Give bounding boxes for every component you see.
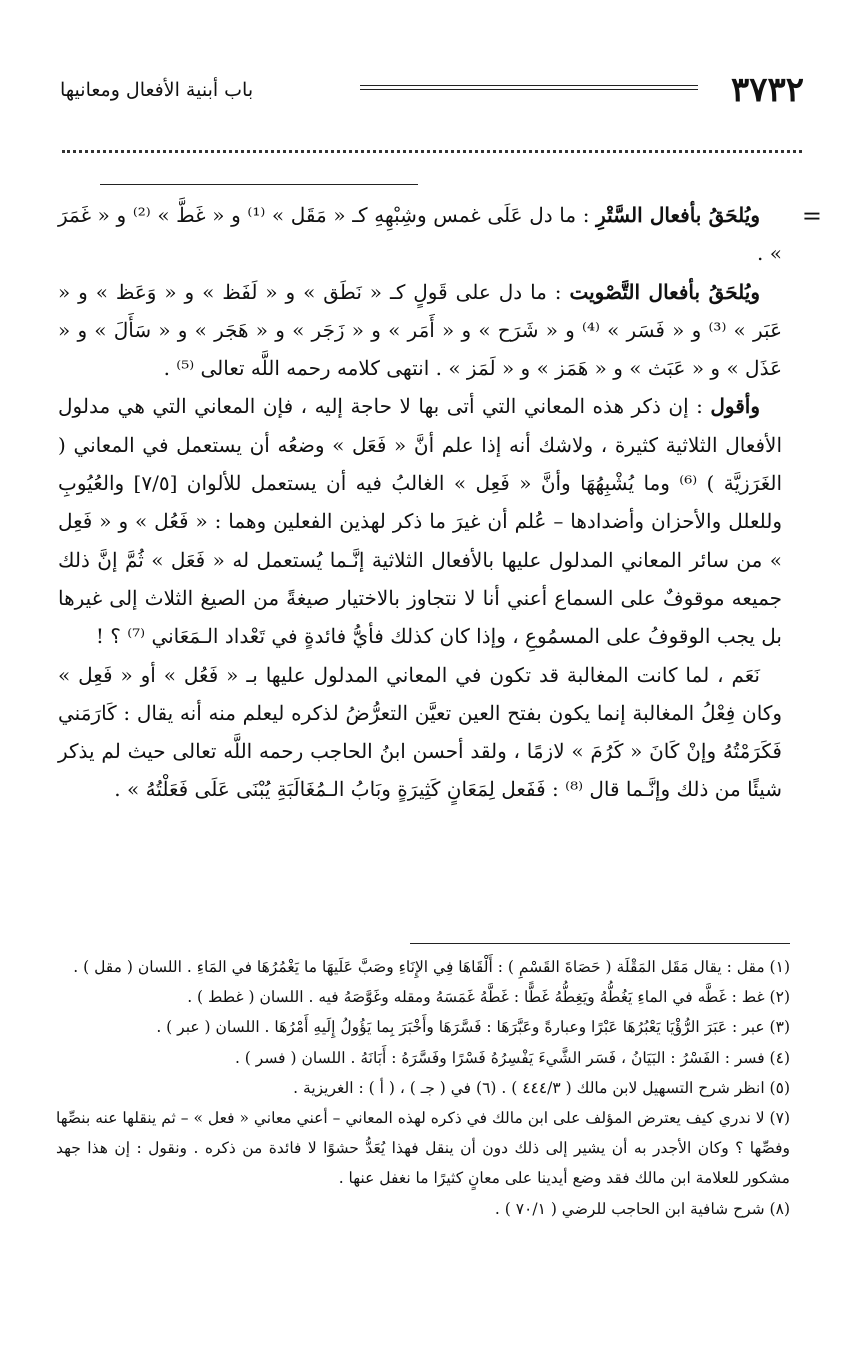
paragraph	[58, 273, 782, 388]
paragraph-lead: ويُلحَقُ بأفعال السَّتْرِ	[596, 203, 761, 227]
footnote: (٣) عبر : عَبَرَ الرُّؤْيَا يَعْبُرُهَا عَبْرًا وعبارةً وعَبَّرَهَا : فَسَّرَهَا وأَخْبَرَ بِما يَؤُولُ إِلَيهِ أَمْرُهَا . اللسان ( عبر ) .	[156, 1018, 790, 1037]
paragraph-text: : إن ذكر هذه المعاني التي أتى بها لا حاجة إليه ، فإن المعاني التي هي مدلول الأفعال الثلاثية كثيرة ، ولاشك أنه إذا علم أنَّ « فَعَل » وضعُه أن يستعمل في المعاني ( الغَرَزيَّة ) ⁽⁶⁾ وما يُشْبِهُهَا وأنَّ « فَعِل » الغالبُ فيه أن يستعمل للألوان [٧/٥] والعُيُوبِ وللعلل والأحزان وأضدادها – عُلم أن غيرَ ما ذكر لهذين الفعلين وهما : « فَعُل » و « فَعِل » من سائر المعاني المدلول عليها بالأفعال الثلاثية إنَّـما يُستعمل له « فَعَل » ثُمَّ إنَّ ذلك جميعه موقوفٌ على السماع أعني أنا لا نتجاوز بالاختيار صيغةً من الصيغ الثلاث إلى غيرها بل يجب الوقوفُ على المسمُوعِ ، وإذا كان كذلك فأيُّ فائدةٍ في تَعْداد الـمَعَاني ⁽⁷⁾ ؟ !	[58, 394, 783, 649]
footnotes	[56, 952, 790, 1224]
footnote: (١) مقل : يقال مَقَل المَقْلَة ( حَصَاةَ القَسْمِ ) : أَلْقَاهَا فِي الإِنَاءِ وصَبَّ عَلَيهَا ما يَغْمُرُهَا في المَاءِ . اللسان ( مقل ) .	[73, 958, 790, 976]
footnote: (٥) انظر شرح التسهيل لابن مالك ( ٤٤٤/٣ ) . (٦) في ( جـ ) ، ( أ ) : الغريزية .	[293, 1078, 790, 1097]
paragraph-lead: وأقول	[710, 394, 760, 419]
running-title: باب أبنية الأفعال ومعانيها	[60, 79, 254, 101]
paragraph	[58, 196, 782, 273]
paragraph	[58, 387, 782, 655]
paragraph	[58, 656, 782, 809]
top-rule	[100, 184, 418, 185]
footnote-rule	[410, 943, 790, 944]
main-text	[58, 196, 782, 809]
dotted-separator	[62, 150, 802, 153]
paragraph-text: : ما دل على قَولٍ كـ « نَطَق » و « لَفَظ » و « وَعَظ » و « عَبَر » ⁽³⁾ و « فَسَر » ⁽⁴⁾ و « شَرَح » و « أَمَر » و « زَجَر » و « هَجَر » و « سَأَلَ » و « عَذَل » و « عَبَث » و « هَمَز » و « لَمَز » . انتهى كلامه رحمه اللَّه تعالى ⁽⁵⁾ .	[58, 279, 783, 381]
page-header	[60, 68, 808, 116]
footnote: (٤) فسر : الفَسْرُ : البَيَانُ ، فَسَر الشَّيءَ يَفْسِرُهُ فَسْرًا وفَسَّرَهُ : أَبَانَهُ . اللسان ( فسر ) .	[234, 1048, 790, 1067]
footnote: (٢) غط : غَطَّه في الماءِ يَغُطُّهُ ويَغِطُّهُ غَطًّا : غَطَّهُ غَمَسَهُ ومقله وغَوَّصَهُ فيه . اللسان ( غطط ) .	[187, 988, 790, 1007]
paragraph-text: نَعَم ، لما كانت المغالبة قد تكون في المعاني المدلول عليها بـ « فَعُل » أو « فَعِل » وكان فِعْلُ المغالبة إنما يكون بفتح العين تعيَّن التعرُّضُ لذكره ليعلم منه أنه يقال : كَارَمَني فَكَرَمْتُهُ وإنْ كَانَ « كَرُمَ » لازمًا ، ولقد أحسن ابنُ الحاجب رحمه اللَّه تعالى حيث لم يذكر شيئًا من ذلك وإنَّـما قال ⁽⁸⁾ : فَفَعل لِمَعَانٍ كَثِيرَةٍ وبَابُ الـمُغَالَبَةِ يُبْنَى عَلَى فَعَلْتُهُ » .	[58, 662, 782, 802]
footnote: (٧) لا ندري كيف يعترض المؤلف على ابن مالك في ذكره لهذه المعاني – أعني معاني « فعل » – ثم ينقلها عنه بنصِّها وفصِّها ؟ وكان الأجدر به أن يشير إلى ذلك دون أن ينقل فهذا يُعَدُّ حشوًا لا فائدة من ذكره . ونقول : إن هذا جهد مشكور للعلامة ابن مالك فقد وضع أيدينا على معانٍ كثيرًا ما نغفل عنها .	[56, 1109, 790, 1188]
header-rule	[360, 85, 698, 90]
page-number: ٣٧٣٢	[730, 70, 804, 110]
paragraph-lead: ويُلحَقُ بأفعال التَّصْويت	[569, 279, 761, 304]
continuation-mark: =	[801, 202, 822, 230]
paragraph-text: : ما دل عَلَى غمس وشِبْهِهِ كـ « مَقَل » ⁽¹⁾ و « غَطَّ » ⁽²⁾ و « غَمَرَ » .	[58, 203, 782, 266]
footnote: (٨) شرح شافية ابن الحاجب للرضي ( ٧٠/١ ) .	[494, 1199, 790, 1218]
